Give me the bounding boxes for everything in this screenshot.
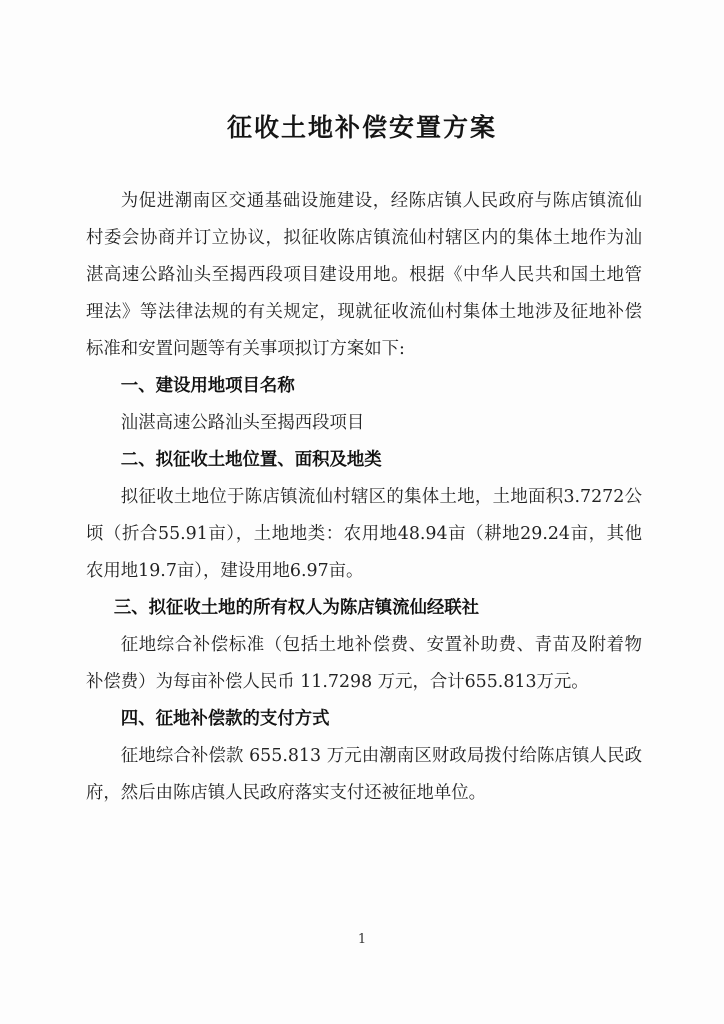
document-body [86, 183, 642, 812]
section-3-heading: 三、拟征收土地的所有权人为陈店镇流仙经联社 [113, 598, 480, 618]
section-1-heading: 一、建设用地项目名称 [120, 376, 295, 396]
section-3-text: 征地综合补偿标准（包括土地补偿费、安置补助费、青苗及附着物补偿费）为每亩补偿人民币 11.7298 万元，合计655.813万元。 [86, 635, 642, 692]
section-4-text: 征地综合补偿款 655.813 万元由潮南区财政局拨付给陈店镇人民政府，然后由陈店镇人民政府落实支付还被征地单位。 [86, 746, 642, 803]
intro-paragraph: 为促进潮南区交通基础设施建设，经陈店镇人民政府与陈店镇流仙村委会协商并订立协议，拟征收陈店镇流仙村辖区内的集体土地作为汕湛高速公路汕头至揭西段项目建设用地。根据《中华人民共和国土地管理法》等法律法规的有关规定，现就征收流仙村集体土地涉及征地补偿标准和安置问题等有关事项拟订方案如下: [86, 191, 642, 359]
section-4-heading: 四、征地补偿款的支付方式 [120, 709, 330, 729]
document-title: 征收土地补偿安置方案 [226, 113, 497, 142]
section-1-text: 汕湛高速公路汕头至揭西段项目 [120, 413, 365, 433]
page-number: 1 [357, 932, 367, 947]
section-2-text: 拟征收土地位于陈店镇流仙村辖区的集体土地，土地面积3.7272公顷（折合55.91亩），土地地类：农用地48.94亩（耕地29.24亩，其他农用地19.7亩），建设用地6.97亩。 [86, 487, 642, 581]
section-2-heading: 二、拟征收土地位置、面积及地类 [120, 450, 382, 470]
